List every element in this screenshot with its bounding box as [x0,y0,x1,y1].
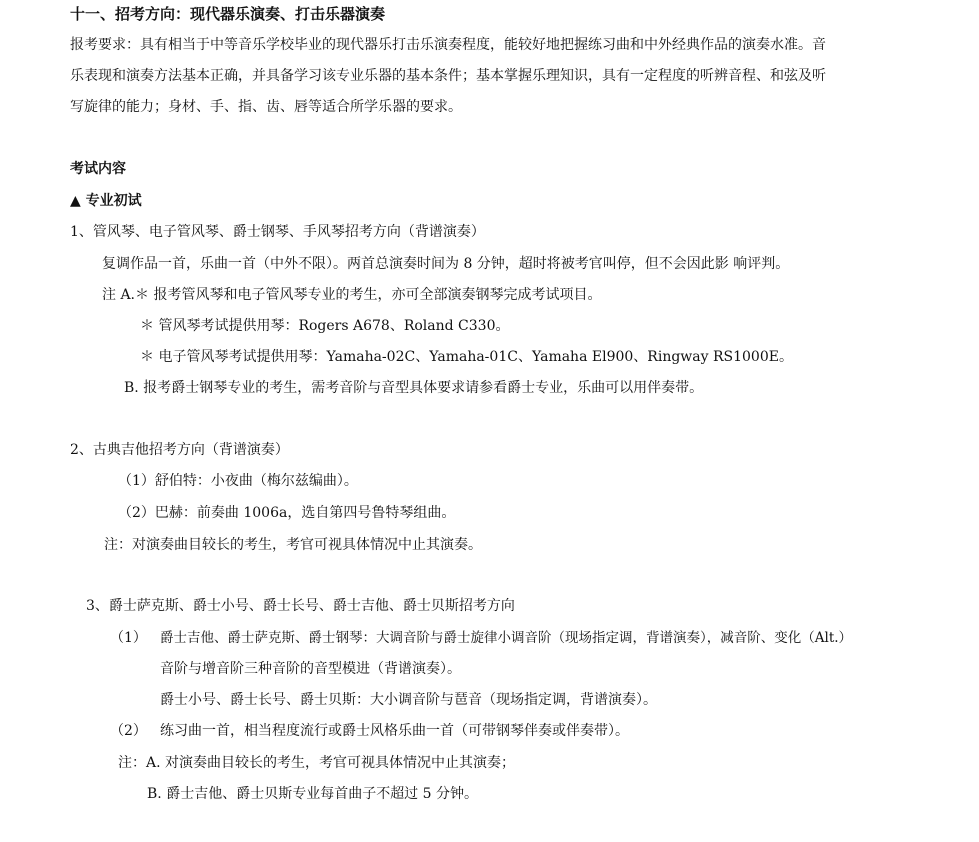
requirements-line-3: 写旋律的能力；身材、手、指、齿、唇等适合所学乐器的要求。 [70,99,462,115]
item3-p1-line-1: 爵士吉他、爵士萨克斯、爵士钢琴：大调音阶与爵士旋律小调音阶（现场指定调，背谱演奏），减音阶、变化（Alt.） [160,630,853,646]
item3-note-a: 注：A. 对演奏曲目较长的考生，考官可视具体情况中止其演奏； [118,755,516,771]
item1-title: 1、管风琴、电子管风琴、爵士钢琴、手风琴招考方向（背谱演奏） [70,224,485,240]
requirements-line-2: 乐表现和演奏方法基本正确，并具备学习该专业乐器的基本条件；基本掌握乐理知识，具有一定程度的听辨音程、和弦及听 [70,68,826,84]
item3-note-b: B. 爵士吉他、爵士贝斯专业每首曲子不超过 5 分钟。 [147,786,478,802]
item1-note-a2: ＊ 电子管风琴考试提供用琴：Yamaha-02C、Yamaha-01C、Yamaha El900、Ringway RS1000E。 [140,349,793,365]
item2-note: 注：对演奏曲目较长的考生，考官可视具体情况中止其演奏。 [104,537,482,553]
item3-p2-line-1: 练习曲一首，相当程度流行或爵士风格乐曲一首（可带钢琴伴奏或伴奏带）。 [160,723,629,739]
item2-line-2: （2）巴赫：前奏曲 1006a，选自第四号鲁特琴组曲。 [118,505,456,521]
requirements-line-1: 报考要求：具有相当于中等音乐学校毕业的现代器乐打击乐演奏程度，能较好地把握练习曲和中外经典作品的演奏水准。音 [70,37,826,53]
item1-line-1: 复调作品一首，乐曲一首（中外不限）。两首总演奏时间为 8 分钟，超时将被考官叫停，但不会因此影 响评判。 [102,256,790,272]
item1-note-b: B. 报考爵士钢琴专业的考生，需考音阶与音型具体要求请参看爵士专业，乐曲可以用伴奏带。 [124,380,704,396]
item3-p2-label: （2） [110,723,147,739]
item2-line-1: （1）舒伯特：小夜曲（梅尔兹编曲）。 [118,473,358,489]
item3-p1-line-3: 爵士小号、爵士长号、爵士贝斯：大小调音阶与琶音（现场指定调，背谱演奏）。 [160,692,657,708]
section-title: 十一、招考方向：现代器乐演奏、打击乐器演奏 [70,5,386,23]
item3-p1-line-2: 音阶与增音阶三种音阶的音型模进（背谱演奏）。 [160,661,461,677]
item1-note-a: 注 A.＊ 报考管风琴和电子管风琴专业的考生，亦可全部演奏钢琴完成考试项目。 [102,287,602,303]
exam-content-heading: 考试内容 [70,161,126,177]
item3-title: 3、爵士萨克斯、爵士小号、爵士长号、爵士吉他、爵士贝斯招考方向 [86,598,515,614]
item1-note-a1: ＊ 管风琴考试提供用琴：Rogers A678、Roland C330。 [140,318,510,334]
item3-p1-label: （1） [110,630,147,646]
prelim-heading: ▲ 专业初试 [70,193,142,209]
item2-title: 2、古典吉他招考方向（背谱演奏） [70,442,289,458]
